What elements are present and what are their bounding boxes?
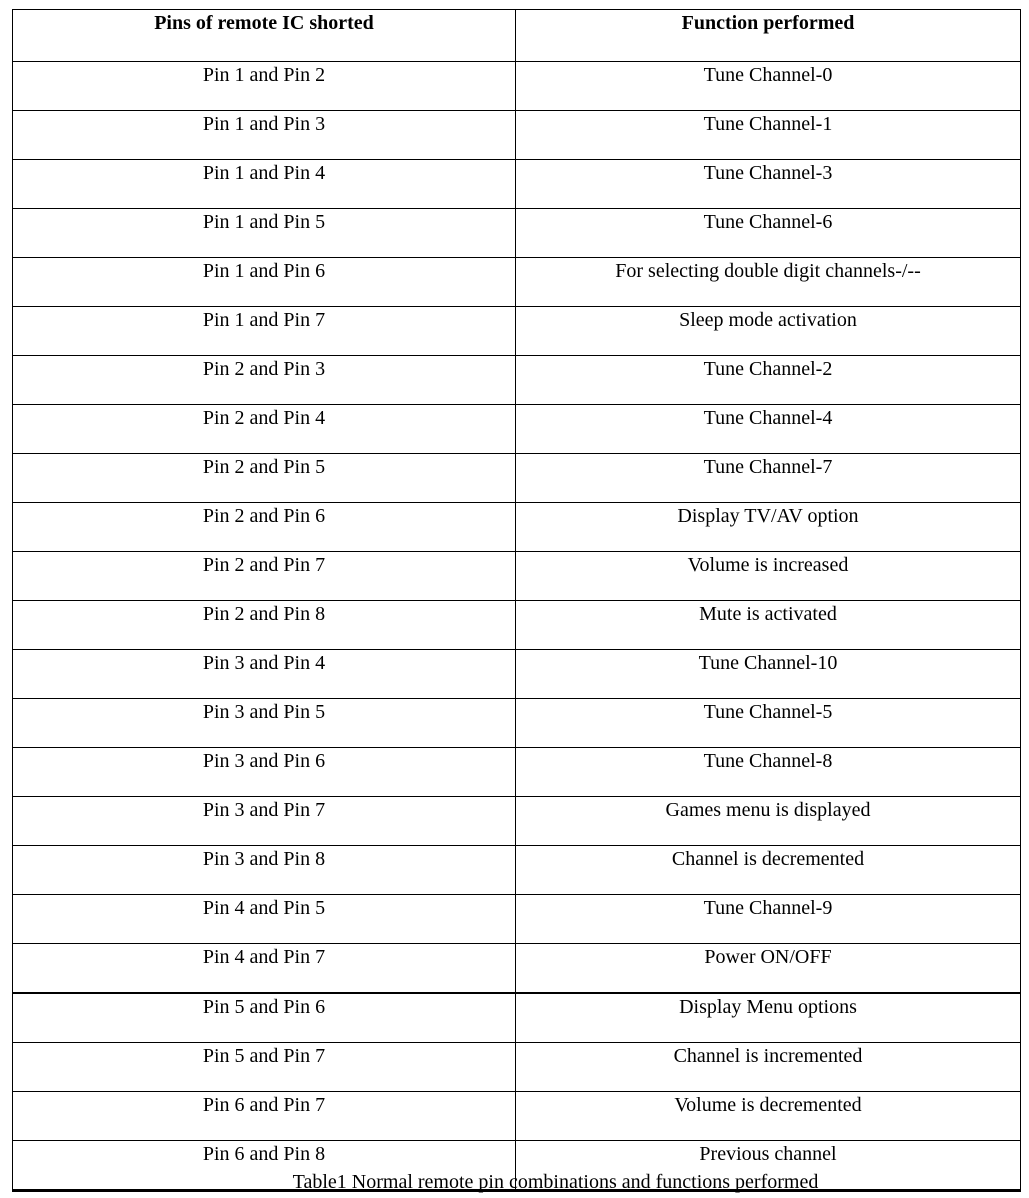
table-row [13,356,1021,405]
function-cell: Tune Channel-6 [516,209,1021,258]
table-row [13,797,1021,846]
pins-cell: Pin 6 and Pin 8 [13,1141,516,1191]
header-pins: Pins of remote IC shorted [13,10,516,62]
function-cell: Tune Channel-7 [516,454,1021,503]
table-row [13,62,1021,111]
table-row [13,699,1021,748]
function-cell: Tune Channel-3 [516,160,1021,209]
function-cell: Channel is incremented [516,1043,1021,1092]
table-header-row [13,10,1021,62]
function-cell: Tune Channel-10 [516,650,1021,699]
table-row [13,160,1021,209]
pins-cell: Pin 1 and Pin 7 [13,307,516,356]
table-row [13,552,1021,601]
function-cell: Tune Channel-0 [516,62,1021,111]
header-function: Function performed [516,10,1021,62]
table-row [13,503,1021,552]
function-cell: Volume is decremented [516,1092,1021,1141]
pins-cell: Pin 4 and Pin 7 [13,944,516,994]
pin-function-table-container [12,9,1020,1192]
pins-cell: Pin 3 and Pin 5 [13,699,516,748]
function-cell: Sleep mode activation [516,307,1021,356]
table-row [13,601,1021,650]
function-cell: Tune Channel-8 [516,748,1021,797]
function-cell: Display TV/AV option [516,503,1021,552]
pins-cell: Pin 5 and Pin 7 [13,1043,516,1092]
table-row [13,111,1021,160]
table-row [13,993,1021,1043]
table-row [13,258,1021,307]
table-row [13,307,1021,356]
pins-cell: Pin 2 and Pin 7 [13,552,516,601]
pins-cell: Pin 1 and Pin 5 [13,209,516,258]
pins-cell: Pin 3 and Pin 6 [13,748,516,797]
table-row [13,748,1021,797]
function-cell: Tune Channel-4 [516,405,1021,454]
table-row [13,650,1021,699]
function-cell: Mute is activated [516,601,1021,650]
pins-cell: Pin 3 and Pin 4 [13,650,516,699]
table-row [13,895,1021,944]
pins-cell: Pin 4 and Pin 5 [13,895,516,944]
function-cell: Volume is increased [516,552,1021,601]
function-cell: Tune Channel-9 [516,895,1021,944]
function-cell: Tune Channel-1 [516,111,1021,160]
function-cell: Games menu is displayed [516,797,1021,846]
pins-cell: Pin 2 and Pin 8 [13,601,516,650]
table-row [13,1092,1021,1141]
pins-cell: Pin 1 and Pin 2 [13,62,516,111]
pins-cell: Pin 3 and Pin 8 [13,846,516,895]
function-cell: Display Menu options [516,993,1021,1043]
table-row [13,405,1021,454]
table-row [13,209,1021,258]
function-cell: Tune Channel-2 [516,356,1021,405]
pins-cell: Pin 1 and Pin 3 [13,111,516,160]
pins-cell: Pin 2 and Pin 5 [13,454,516,503]
table-row [13,846,1021,895]
pins-cell: Pin 3 and Pin 7 [13,797,516,846]
table-row [13,454,1021,503]
pins-cell: Pin 1 and Pin 4 [13,160,516,209]
function-cell: Tune Channel-5 [516,699,1021,748]
pins-cell: Pin 2 and Pin 4 [13,405,516,454]
pins-cell: Pin 2 and Pin 3 [13,356,516,405]
table-row [13,944,1021,994]
function-cell: Previous channel [516,1141,1021,1191]
table-caption: Table1 Normal remote pin combinations and functions performed [292,1171,819,1193]
pins-cell: Pin 1 and Pin 6 [13,258,516,307]
function-cell: For selecting double digit channels-/-- [516,258,1021,307]
function-cell: Channel is decremented [516,846,1021,895]
pins-cell: Pin 5 and Pin 6 [13,993,516,1043]
pins-cell: Pin 6 and Pin 7 [13,1092,516,1141]
table-row [13,1043,1021,1092]
pin-function-table [12,9,1021,1192]
pins-cell: Pin 2 and Pin 6 [13,503,516,552]
function-cell: Power ON/OFF [516,944,1021,994]
